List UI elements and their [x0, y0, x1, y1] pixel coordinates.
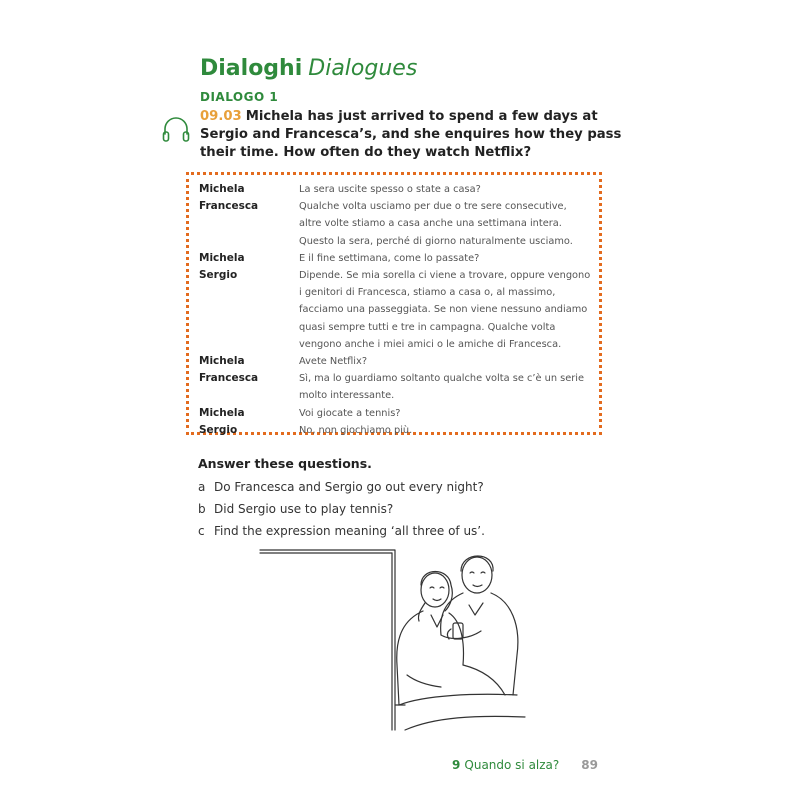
speech-text: No, non giochiamo più. [299, 424, 413, 436]
dialogue-line [199, 405, 591, 422]
couple-watching-tv-illustration [255, 545, 545, 735]
speech-text: Dipende. Se mia sorella ci viene a trovare, oppure vengono i genitori di Francesca, stiamo a casa o, al massimo, facciamo una passeggiata. Se non viene nessuno andiamo quasi sempre tutti e tre in campagna. Qualche volta vengono anche i miei amici o le amiche di Francesca. [299, 270, 591, 350]
dialogue-box [186, 172, 602, 435]
speech-text: Avete Netflix? [299, 356, 368, 368]
speech-text: Voi giocate a tennis? [299, 407, 401, 419]
question-letter: b [198, 502, 206, 516]
question-text: Did Sergio use to play tennis? [214, 502, 394, 516]
dialogue-line [199, 422, 591, 439]
speaker-name: Michela [199, 355, 245, 368]
page-number: 89 [581, 758, 598, 772]
dialogue-line [199, 250, 591, 267]
chapter-title: Quando si alza? [464, 758, 560, 772]
speaker-name: Francesca [199, 200, 259, 213]
dialogue-intro [200, 108, 640, 162]
speaker-name: Francesca [199, 372, 259, 385]
section-label: DIALOGO 1 [200, 90, 279, 104]
question-text: Find the expression meaning ‘all three of us’. [214, 524, 485, 538]
question-letter: a [198, 480, 206, 494]
question-item [198, 476, 485, 498]
page-footer [452, 758, 598, 772]
speaker-name: Michela [199, 251, 245, 264]
title-italian: Dialoghi [200, 56, 303, 81]
speech-text: Sì, ma lo guardiamo soltanto qualche volta se c’è un serie molto interessante. [299, 373, 585, 402]
audio-track-number[interactable]: 09.03 [200, 109, 242, 124]
dialogue-line [199, 267, 591, 353]
intro-text: Michela has just arrived to spend a few days at Sergio and Francesca’s, and she enquires how they pass their time. How often do they watch Netflix? [200, 109, 622, 160]
questions-title: Answer these questions. [198, 456, 372, 471]
dialogue-line [199, 370, 591, 404]
speaker-name: Sergio [199, 269, 238, 282]
dialogue-line [199, 353, 591, 370]
dialogue-line [199, 181, 591, 198]
question-item [198, 520, 485, 542]
dialogue-line [199, 198, 591, 250]
speaker-name: Michela [199, 183, 245, 195]
page-title [200, 56, 417, 81]
headphones-icon[interactable] [160, 114, 192, 146]
speech-text: Qualche volta usciamo per due o tre sere consecutive, altre volte stiamo a casa anche una settimana intera. Questo la sera, perché di giorno naturalmente usciamo. [299, 201, 573, 247]
title-english: Dialogues [308, 56, 418, 81]
questions-list [198, 476, 485, 542]
speech-text: La sera uscite spesso o state a casa? [299, 184, 481, 195]
chapter-number: 9 [452, 758, 461, 772]
speaker-name: Sergio [199, 423, 238, 436]
question-letter: c [198, 524, 205, 538]
speaker-name: Michela [199, 406, 245, 419]
question-item [198, 498, 485, 520]
question-text: Do Francesca and Sergio go out every night? [214, 480, 484, 494]
speech-text: E il fine settimana, come lo passate? [299, 252, 480, 264]
